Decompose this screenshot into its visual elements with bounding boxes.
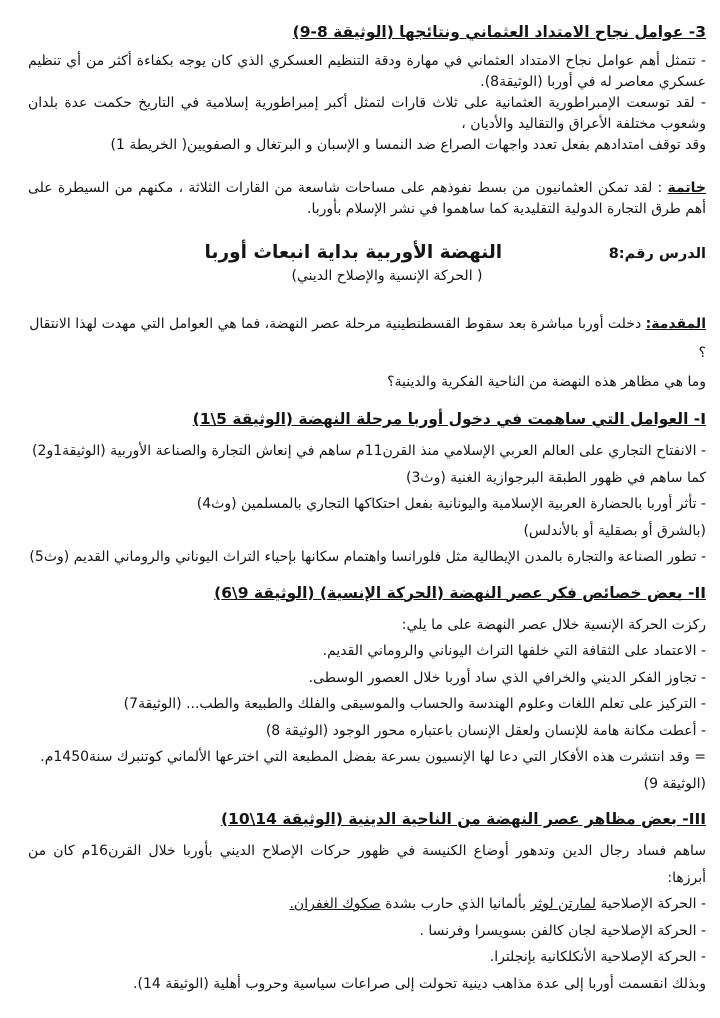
luther-name: لمارتن لوثر xyxy=(530,896,596,912)
luther-mid: بألمانيا الذي حارب بشدة xyxy=(380,896,531,912)
paragraph-line: - تجاوز الفكر الديني والخرافي الذي ساد أوربا خلال العصور الوسطى. xyxy=(308,669,706,686)
section-2-heading: II- بعض خصائص فكر عصر النهضة (الحركة الإنسية) (الوثيقة 9\6) xyxy=(214,583,706,602)
paragraph-calvin: - الحركة الإصلاحية لجان كالفن بسويسرا وفرنسا . xyxy=(419,922,706,939)
paragraph-ottoman-halt: وقد توقف امتدادهم بفعل تعدد واجهات الصراع ضد النمسا و الإسبان و البرتغال و الصفويين( الخريطة 1) xyxy=(110,137,706,153)
introduction-paragraph xyxy=(28,310,706,397)
paragraph-line: - الانفتاح التجاري على العالم العربي الإسلامي منذ القرن11م ساهم في إنعاش التجارة والصناعة الأوربية (الوثيقة1و2) xyxy=(32,443,706,459)
section-3-religious-heading: III- بعض مظاهر عصر النهضة من الناحية الدينية (الوثيقة 14\10) xyxy=(220,810,706,828)
paragraph-line: ركزت الحركة الإنسية خلال عصر النهضة على ما يلي: xyxy=(401,616,706,633)
lesson-header xyxy=(28,242,706,263)
paragraph-line: - تطور الصناعة والتجارة بالمدن الإيطالية مثل فلورانسا واهتمام سكانها بإحياء التراث اليوناني والروماني القديم (وث5) xyxy=(29,549,706,565)
lesson-subtitle: ( الحركة الإنسية والإصلاح الديني) xyxy=(291,268,483,284)
luther-pre: - الحركة الإصلاحية xyxy=(596,896,706,912)
indulgences-term: صكوك الغفران. xyxy=(289,896,381,912)
paragraph-ottoman-military: - تتمثل أهم عوامل نجاح الامتداد العثماني في مهارة ودقة التنظيم العسكري الذي كان يوجه بكفاءة أكثر من أي تنظيم عسكري معاصر له في أوربا (الوثيقة8). xyxy=(28,53,706,90)
conclusion-label: خاتمة xyxy=(667,180,706,196)
section-3-heading: 3- عوامل نجاح الامتداد العثماني ونتائجها (الوثيقة 8-9) xyxy=(292,23,706,41)
paragraph-luther xyxy=(28,891,706,918)
paragraph-line: (الوثيقة 9) xyxy=(643,775,706,792)
lesson-number: الدرس رقم:8 xyxy=(608,246,706,262)
paragraph-closing: وبذلك انقسمت أوربا إلى عدة مذاهب دينية تحولت إلى صراعات سياسية وحروب أهلية (الوثيقة 14). xyxy=(133,975,706,992)
paragraph-line: = وقد انتشرت هذه الأفكار التي دعا لها الإنسيون بسرعة بفضل المطبعة التي اخترعها الألماني كوتنبرك سنة1450م. xyxy=(40,749,706,765)
paragraph-line: كما ساهم في ظهور الطبقة البرجوازية الغنية (وث3) xyxy=(406,469,706,486)
conclusion-paragraph xyxy=(28,178,706,220)
introduction-question-2: وما هي مظاهر هذه النهضة من الناحية الفكرية والدينية؟ xyxy=(387,374,706,390)
introduction-text: دخلت أوربا مباشرة بعد سقوط القسطنطينية مرحلة عصر النهضة، فما هي العوامل التي مهدت لهذا الانتقال ؟ xyxy=(29,316,706,361)
paragraph-line: - أعطت مكانة هامة للإنسان ولعقل الإنسان باعتباره محور الوجود (الوثيقة 8) xyxy=(265,722,706,739)
paragraph-anglican: - الحركة الإصلاحية الأنكلكانية بإنجلترا. xyxy=(489,949,706,965)
paragraph-ottoman-expansion: - لقد توسعت الإمبراطورية العثمانية على ثلاث قارات لتمثل أكبر إمبراطورية إسلامية في التاريخ حكمت عدة بلدان وشعوب مختلفة الأعراق والتقاليد والأديان ، xyxy=(28,95,706,132)
lesson-title: النهضة الأوربية بداية انبعاث أوربا xyxy=(204,242,503,263)
paragraph-line: (بالشرق أو بصقلية أو بالأندلس) xyxy=(523,522,706,539)
paragraph-church-decline: ساهم فساد رجال الدين وتدهور أوضاع الكنيسة في ظهور حركات الإصلاح الديني بأوربا خلال القرن16م كان من أبرزها: xyxy=(28,843,706,886)
section-1-heading: I- العوامل التي ساهمت في دخول أوربا مرحلة النهضة (الوثيقة 5\1) xyxy=(192,410,706,428)
conclusion-text: : لقد تمكن العثمانيون من بسط نفوذهم على مساحات شاسعة من القارات الثلاثة ، مكنهم من السيطرة على أهم طرق التجارة الدولية التقليدية كما ساهموا في نشر الإسلام بأوربا. xyxy=(28,180,706,217)
paragraph-line: - الاعتماد على الثقافة التي خلفها التراث اليوناني والروماني القديم. xyxy=(322,643,706,659)
introduction-label: المقدمة: xyxy=(645,316,706,332)
paragraph-line: - تأثر أوربا بالحضارة العربية الإسلامية واليونانية بفعل احتكاكها التجاري بالمسلمين (وث4) xyxy=(196,496,706,512)
paragraph-line: - التركيز على تعلم اللغات وعلوم الهندسة والحساب والموسيقى والفلك والطبيعة والطب... (الوثيقة7) xyxy=(123,696,706,712)
